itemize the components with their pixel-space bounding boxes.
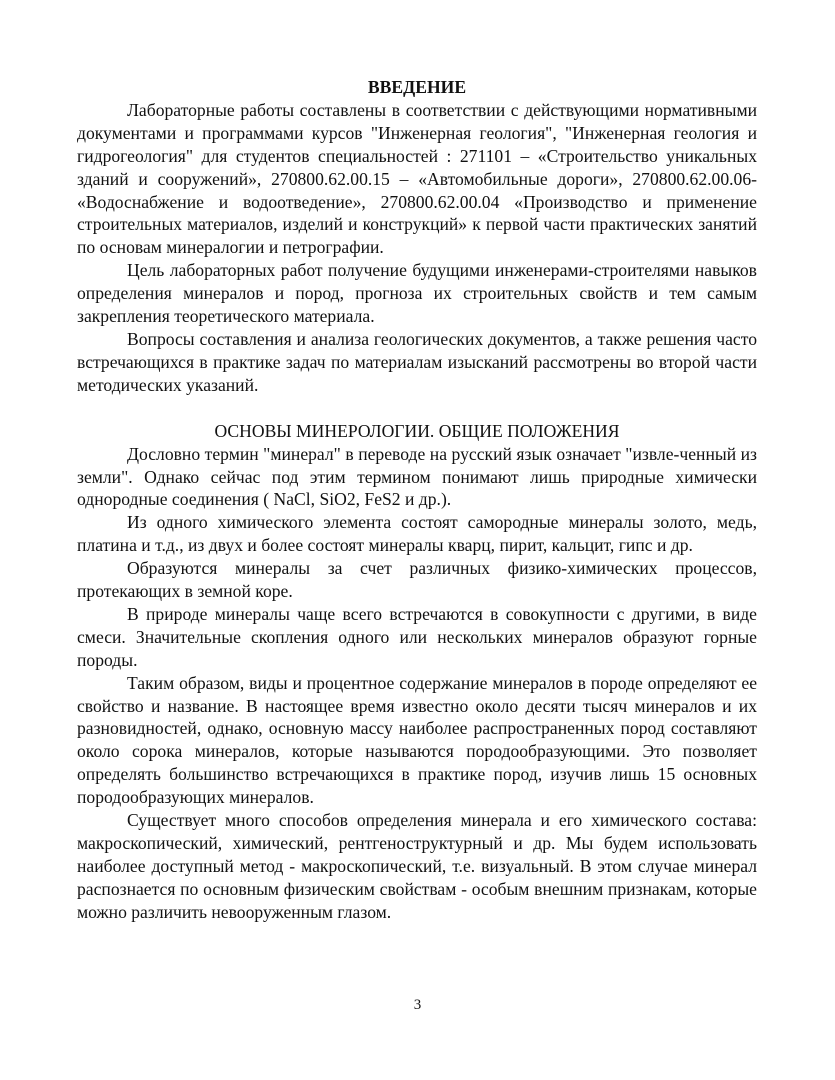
page-number: 3 bbox=[413, 997, 422, 1013]
paragraph: Из одного химического элемента состоят самородные минералы золото, медь, платина и т.д., из двух и более состоят минералы кварц, пирит, кальцит, гипс и др. bbox=[77, 512, 757, 556]
paragraph: Таким образом, виды и процентное содержание минералов в породе определяют ее свойство и название. В настоящее время известно около десяти тысяч минералов и их разновидностей, однако, основную массу наиболее распространенных пород составляют около сорока минералов, которые называются породообразующими. Это позволяет определять большинство встречающихся в практике пород, изучив лишь 15 основных породообразующих минералов. bbox=[77, 672, 757, 808]
page-content bbox=[77, 76, 757, 924]
paragraph: В природе минералы чаще всего встречаются в совокупности с другими, в виде смеси. Значительные скопления одного или нескольких минералов образуют горные породы. bbox=[77, 603, 757, 670]
paragraph: Существует много способов определения минерала и его химического состава: макроскопический, химический, рентгеноструктурный и др. Мы будем использовать наиболее доступный метод - макроскопический, т.е. визуальный. В этом случае минерал распознается по основным физическим свойствам - особым внешним признакам, которые можно различить невооруженным глазом. bbox=[77, 810, 757, 922]
section-title-mineralogy: ОСНОВЫ МИНЕРОЛОГИИ. ОБЩИЕ ПОЛОЖЕНИЯ bbox=[214, 420, 620, 441]
paragraph: Вопросы составления и анализа геологических документов, а также решения часто встречающихся в практике задач по материалам изысканий рассмотрены во второй части методических указаний. bbox=[77, 328, 757, 395]
paragraph: Цель лабораторных работ получение будущими инженерами-строителями навыков определения минералов и пород, прогноза их строительных свойств и тем самым закрепления теоретического материала. bbox=[77, 260, 757, 327]
paragraph: Лабораторные работы составлены в соответствии с действующими нормативными документами и программами курсов "Инженерная геология", "Инженерная геология и гидрогеология" для студентов специальностей : 271101 – «Строительство уникальных зданий и сооружений», 270800.62.00.15 – «Автомобильные дороги», 270800.62.00.06- «Водоснабжение и водоотведение», 270800.62.00.04 «Производство и применение строительных материалов, изделий и конструкций» к первой части практических занятий по основам минералогии и петрографии. bbox=[77, 99, 757, 258]
paragraph: Образуются минералы за счет различных физико-химических процессов, протекающих в земной коре. bbox=[77, 558, 757, 602]
section-title-introduction: ВВЕДЕНИЕ bbox=[367, 77, 467, 97]
paragraph: Дословно термин "минерал" в переводе на русский язык означает "извле-ченный из земли". Однако сейчас под этим термином понимают лишь природные химически однородные соединения ( NaCl, SiO2, FeS2 и др.). bbox=[77, 443, 757, 510]
